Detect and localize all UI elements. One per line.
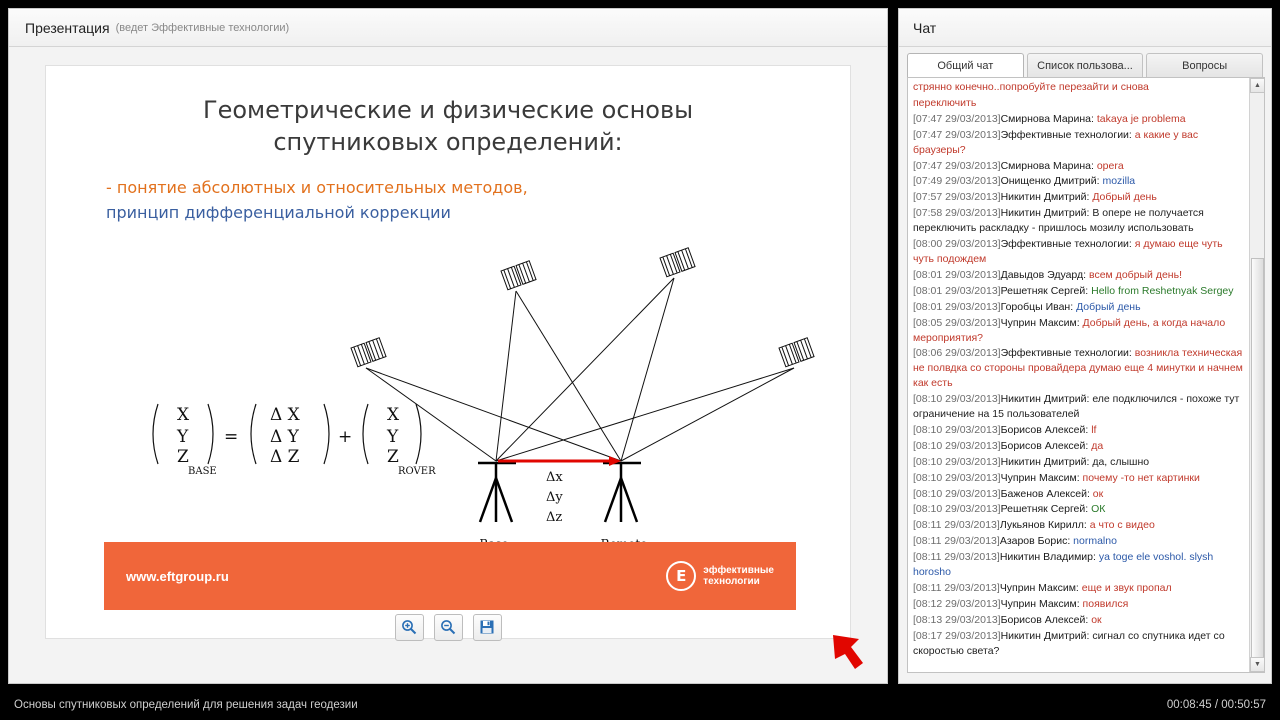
chat-message-time: [08:00 29/03/2013] [913, 238, 1001, 251]
chat-message-user: Давыдов Эдуард: [1000, 268, 1089, 281]
chat-message [913, 455, 1246, 470]
chat-message [913, 534, 1246, 549]
chat-message [913, 206, 1246, 236]
save-icon [479, 619, 495, 635]
tab-user-list[interactable]: Список пользова... [1027, 53, 1144, 78]
chat-message-time: [07:47 29/03/2013] [913, 128, 1001, 141]
chat-message-text: да [1091, 439, 1104, 452]
chat-message [913, 471, 1246, 486]
chat-message-user: Чуприн Максим: [1000, 471, 1083, 484]
tab-questions[interactable]: Вопросы [1146, 53, 1263, 78]
chat-message-time: [08:10 29/03/2013] [913, 487, 1001, 500]
chat-message-user: Онищенко Дмитрий: [1000, 175, 1103, 188]
chat-message [913, 597, 1246, 612]
svg-text:BASE: BASE [188, 466, 217, 477]
status-bar-time: 00:08:45 / 00:50:57 [1166, 699, 1266, 711]
chat-log-container [907, 77, 1265, 673]
chat-message-user: Смирнова Марина: [1000, 112, 1097, 125]
chat-message-text: Добрый день [1092, 191, 1157, 204]
slide-area [9, 47, 887, 645]
chat-message-text: ya toge ele voshol. slysh horosho [913, 551, 1214, 579]
chat-message-text: переключить [913, 96, 977, 109]
zoom-out-button[interactable] [434, 614, 463, 641]
slide-heading-line2: спутниковых определений: [273, 128, 623, 157]
diagram-label-dy: Δy [546, 490, 563, 505]
presentation-title: Презентация [25, 19, 110, 36]
chat-message-user: Чуприн Максим: [999, 582, 1082, 594]
chat-message-user: Чуприн Максим: [1000, 316, 1083, 329]
chat-message-time: [08:05 29/03/2013] [913, 316, 1001, 329]
chat-message [913, 613, 1246, 628]
diagram-label-dx: Δx [546, 470, 563, 485]
slide-heading [46, 94, 850, 159]
chat-message-text: normalno [1073, 535, 1117, 548]
chat-message-text: я думаю еще чуть чуть подождем [913, 238, 1223, 265]
chat-message-time: [07:47 29/03/2013] [913, 112, 1001, 125]
chat-message-user: Никитин Дмитрий: [1000, 393, 1093, 406]
chat-log [908, 78, 1250, 672]
chat-message-user: Смирнова Марина: [1000, 159, 1097, 172]
status-bar-title: Основы спутниковых определений для решения задач геодезии [14, 699, 358, 711]
chat-message-user: Эффективные технологии: [1000, 347, 1135, 360]
chat-message-user: Лукьянов Кирилл: [999, 519, 1090, 532]
svg-text:Y: Y [177, 427, 189, 447]
chat-message-text: еле подключился - похоже тут ограничение на 15 пользователей [913, 393, 1240, 421]
chat-message [913, 316, 1246, 346]
chat-message-text: сигнал со спутника идет со скоростью света? [913, 629, 1225, 657]
diagram-label-dz: Δz [546, 510, 563, 525]
footer-logo-line2: технологии [703, 576, 760, 587]
chat-message-time: [08:11 29/03/2013] [913, 535, 1000, 548]
chat-message [913, 550, 1246, 580]
chat-message-text: возникла техническая не полвдка со стороны провайдера думаю еще 4 минутки и начнем как есть [913, 347, 1243, 390]
slide [45, 65, 851, 639]
chat-message-time: [08:01 29/03/2013] [913, 268, 1001, 281]
chat-message-time: [08:11 29/03/2013] [913, 582, 1000, 594]
chat-message-user: Никитин Дмитрий: [1000, 629, 1093, 642]
chat-message-time: [08:10 29/03/2013] [913, 439, 1001, 452]
chat-message-text: почему -то нет картинки [1082, 471, 1200, 484]
chat-message-text: появился [1082, 597, 1129, 610]
chat-message [913, 392, 1246, 422]
footer-logo-text [703, 565, 774, 588]
svg-text:+: + [338, 427, 353, 447]
coordinate-formula [116, 396, 516, 516]
slide-bullet-1: - понятие абсолютных и относительных методов, [106, 177, 528, 197]
presentation-subtitle: (ведет Эффективные технологии) [115, 21, 290, 34]
scrollbar-thumb[interactable] [1251, 258, 1264, 673]
chat-message-user: Решетняк Сергей: [1000, 503, 1092, 516]
chat-message-text: takaya je problema [1096, 112, 1186, 125]
chat-message-time: [08:01 29/03/2013] [913, 284, 1001, 297]
chat-message [913, 112, 1246, 127]
chat-message [913, 502, 1246, 517]
zoom-out-icon [440, 619, 456, 635]
chat-message-user: Баженов Алексей: [1000, 487, 1093, 500]
svg-text:Δ X: Δ X [270, 405, 300, 425]
chat-message-text: Hello from Reshetnyak Sergey [1091, 284, 1234, 297]
chat-message-text: Добрый день [1076, 300, 1141, 313]
chat-message-time: [08:01 29/03/2013] [913, 300, 1001, 313]
presentation-panel [8, 8, 888, 684]
chat-message-user: Азаров Борис: [999, 535, 1074, 548]
chat-message-text: да, слышно [1092, 455, 1150, 468]
chat-message-user: Решетняк Сергей: [1000, 284, 1092, 297]
presentation-header [9, 9, 887, 47]
slide-bullet-2: принцип дифференциальной коррекции [106, 203, 451, 223]
chat-message [913, 268, 1246, 283]
chat-message-text: а что с видео [1089, 519, 1155, 532]
zoom-in-button[interactable] [395, 614, 424, 641]
chat-message-user: Борисов Алексей: [1000, 439, 1092, 452]
chat-message-text: еще и звук пропал [1081, 582, 1172, 594]
chat-message [913, 190, 1246, 205]
chat-message-text: ок [1092, 487, 1104, 500]
status-bar [0, 690, 1280, 720]
chat-message-text: ок [1091, 613, 1102, 626]
chat-message-time: [08:10 29/03/2013] [913, 423, 1001, 436]
chat-message [913, 284, 1246, 299]
scroll-up-button[interactable]: ▲ [1250, 78, 1265, 93]
chat-message-text: В опере не получается переключить раскладку - пришлось мозилу использовать [913, 207, 1204, 235]
chat-message-time: [07:49 29/03/2013] [913, 175, 1001, 188]
chat-message-time: [08:13 29/03/2013] [913, 613, 1001, 626]
chat-message-time: [07:47 29/03/2013] [913, 159, 1001, 172]
footer-url: www.eftgroup.ru [126, 568, 229, 584]
chat-message-text: lf [1091, 423, 1097, 436]
slide-heading-line1: Геометрические и физические основы [202, 96, 694, 124]
chat-message-user: Никитин Дмитрий: [1000, 455, 1093, 468]
chat-message [913, 237, 1246, 267]
chat-message [913, 174, 1246, 189]
chat-message [913, 581, 1246, 596]
chat-message-user: Борисов Алексей: [1000, 613, 1092, 626]
chat-tabs [899, 47, 1271, 78]
chat-title: Чат [899, 9, 1271, 47]
svg-text:Z: Z [177, 447, 189, 467]
chat-message-time: [08:11 29/03/2013] [913, 551, 1000, 564]
slide-footer-band [104, 542, 796, 610]
chat-message-user: Никитин Дмитрий: [1000, 191, 1093, 204]
svg-text:Y: Y [387, 427, 399, 447]
chat-scrollbar[interactable] [1249, 78, 1264, 672]
chat-message-time: [08:10 29/03/2013] [913, 471, 1001, 484]
save-button[interactable] [473, 614, 502, 641]
chat-message [913, 439, 1246, 454]
chat-message-text: всем добрый день! [1089, 268, 1182, 281]
svg-text:Δ Z: Δ Z [270, 447, 300, 467]
chat-message-time: [08:10 29/03/2013] [913, 393, 1001, 406]
chat-message [913, 300, 1246, 315]
chat-message-text: Добрый день, а когда начало мероприятия? [913, 316, 1226, 344]
chat-message-time: [08:12 29/03/2013] [913, 597, 1001, 610]
chat-message-user: Чуприн Максим: [1000, 597, 1083, 610]
chat-message-user: Никитин Дмитрий: [1000, 207, 1093, 220]
chat-message-time: [08:11 29/03/2013] [913, 519, 1000, 532]
svg-text:Δ Y: Δ Y [270, 427, 299, 447]
chat-message-user: Борисов Алексей: [1000, 423, 1092, 436]
chat-message-user: Никитин Владимир: [999, 551, 1099, 564]
chat-message-text: opera [1096, 159, 1124, 172]
svg-text:=: = [224, 427, 239, 447]
chat-message [913, 159, 1246, 174]
svg-text:Z: Z [387, 447, 399, 467]
chat-message-time: [07:57 29/03/2013] [913, 191, 1001, 204]
zoom-in-icon [401, 619, 417, 635]
chat-message-time: [08:10 29/03/2013] [913, 455, 1001, 468]
chat-message-text: стрянно конечно..попробуйте перезайти и снова [913, 81, 1149, 93]
chat-message [913, 80, 1246, 95]
scroll-down-button[interactable]: ▼ [1250, 657, 1265, 672]
chat-message-time: [08:10 29/03/2013] [913, 503, 1001, 516]
svg-text:X: X [177, 405, 190, 425]
svg-text:ROVER: ROVER [398, 466, 436, 477]
chat-message-text: ОК [1091, 503, 1106, 516]
company-logo-icon: E [666, 561, 696, 591]
chat-message-text: mozilla [1102, 175, 1136, 188]
chat-message [913, 629, 1246, 659]
chat-message [913, 423, 1246, 438]
chat-message-time: [08:17 29/03/2013] [913, 629, 1001, 642]
chat-message-user: Эффективные технологии: [1000, 128, 1135, 141]
chat-message [913, 128, 1246, 158]
presentation-toolbar [9, 607, 887, 647]
chat-panel [898, 8, 1272, 684]
chat-message [913, 518, 1246, 533]
chat-message-user: Горобцы Иван: [1000, 300, 1077, 313]
tab-general-chat[interactable]: Общий чат [907, 53, 1024, 78]
footer-logo-line1: эффективные [703, 564, 774, 576]
svg-text:X: X [387, 405, 400, 425]
chat-message [913, 346, 1246, 391]
chat-message [913, 487, 1246, 502]
chat-message-time: [08:06 29/03/2013] [913, 347, 1001, 360]
chat-message-text: а какие у вас браузеры? [913, 128, 1199, 156]
chat-message-user: Эффективные технологии: [1000, 238, 1135, 251]
chat-message [913, 96, 1246, 111]
chat-message-time: [07:58 29/03/2013] [913, 207, 1001, 220]
footer-logo [666, 561, 774, 591]
